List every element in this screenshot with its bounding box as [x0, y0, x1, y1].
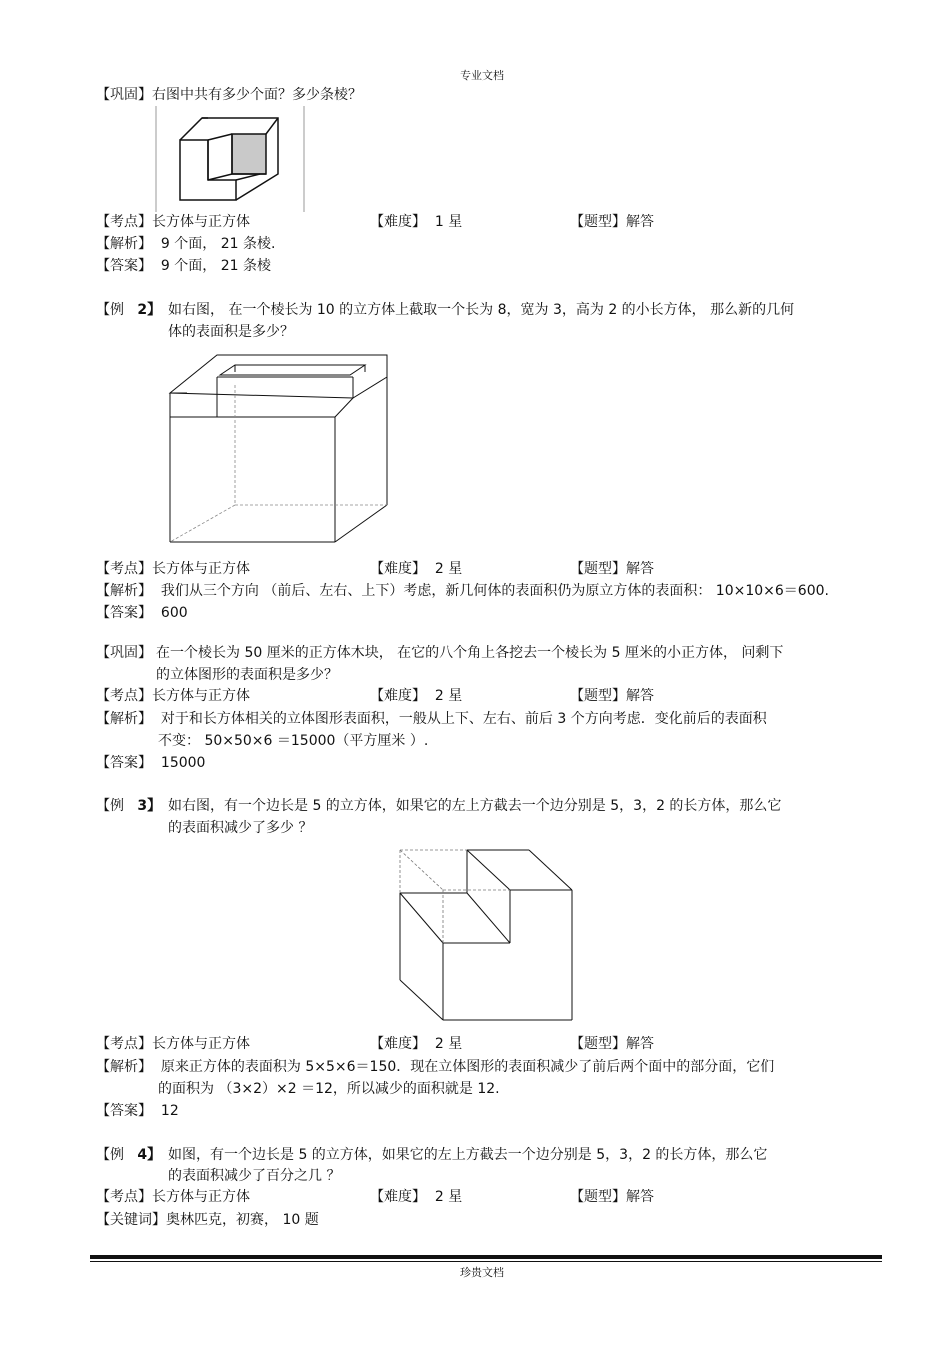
q3-jiexi-line1: 对于和长方体相关的立体图形表面积，一般从上下、左右、前后 3 个方向考虑．变化前后的表面积 [160, 711, 767, 727]
q1-tixing-row [570, 213, 654, 231]
tixing-label: 【题型】 [570, 688, 626, 704]
footer-rule-thick [90, 1255, 882, 1259]
ex2-line2: 体的表面积是多少？ [168, 324, 294, 340]
q3-nandu-row [370, 687, 462, 705]
q1-nandu: 1 星 [434, 214, 463, 230]
tixing-label: 【题型】 [570, 214, 626, 230]
daan-label: 【答案】 [96, 1103, 152, 1119]
ex4-line1: 如图，有一个边长是 5 的立方体，如果它的左上方截去一个边分别是 5，3，2 的长方体，那么它 [168, 1147, 768, 1163]
q3-jiexi-row [96, 710, 767, 728]
ex3-hidden-edges [400, 850, 510, 943]
jiexi-label: 【解析】 [96, 236, 152, 252]
daan-label: 【答案】 [96, 605, 152, 621]
ex2-kaodian: 长方体与正方体 [152, 561, 250, 577]
q3-tag: 【巩固】 [96, 645, 152, 661]
ex3-tixing-row [570, 1035, 654, 1053]
ex3-number: 3】 [137, 798, 162, 814]
ex3-line2: 的表面积减少了多少 ？ [168, 820, 313, 836]
q3-daan-row [96, 754, 205, 772]
ex4-tixing-row [570, 1188, 654, 1206]
kaodian-label: 【考点】 [96, 214, 152, 230]
ex3-jiexi-line2: 的面积为 （3×2）×2 ＝12，所以减少的面积就是 12. [158, 1081, 500, 1097]
q1-jiexi: 9 个面， 21 条棱. [160, 236, 276, 252]
q1-question [96, 86, 362, 104]
ex2-number: 2】 [137, 302, 162, 318]
ex3-kaodian-row [96, 1035, 250, 1053]
q1-tag: 【巩固】 [96, 87, 152, 103]
nandu-label: 【难度】 [370, 214, 426, 230]
ex3-jiexi-row [96, 1058, 774, 1076]
ex3-daan: 12 [160, 1103, 179, 1119]
ex4-tag-text: 【例 [96, 1147, 124, 1163]
q3-tixing-row [570, 687, 654, 705]
q1-kaodian-row [96, 213, 250, 231]
q3-jiexi-line2: 不变： 50×50×6 ＝15000（平方厘米 ）. [158, 733, 429, 749]
ex3-daan-row [96, 1102, 179, 1120]
kaodian-label: 【考点】 [96, 1036, 152, 1052]
ex2-tag-text: 【例 [96, 302, 124, 318]
q1-solid [180, 118, 278, 200]
ex2-tag [96, 301, 161, 319]
q1-jiexi-row [96, 235, 275, 253]
q3-line1: 在一个棱长为 50 厘米的正方体木块， 在它的八个角上各挖去一个棱长为 5 厘米的小正方体， 问剩下 [156, 645, 784, 661]
ex2-nandu-row [370, 560, 462, 578]
q3-nandu: 2 星 [434, 688, 463, 704]
guanjianci-label: 【关键词】 [96, 1212, 166, 1228]
q1-tixing: 解答 [626, 214, 654, 230]
ex3-jiexi-line1: 原来正方体的表面积为 5×5×6＝150．现在立体图形的表面积减少了前后两个面中的部分面，它们 [160, 1059, 775, 1075]
ex4-tixing: 解答 [626, 1189, 654, 1205]
jiexi-label: 【解析】 [96, 583, 152, 599]
kaodian-label: 【考点】 [96, 561, 152, 577]
ex3-tag [96, 797, 161, 815]
ex3-tag-text: 【例 [96, 798, 124, 814]
daan-label: 【答案】 [96, 258, 152, 274]
ex2-line1: 如右图， 在一个棱长为 10 的立方体上截取一个长为 8，宽为 3，高为 2 的小长方体， 那么新的几何 [168, 302, 795, 318]
ex2-tixing: 解答 [626, 561, 654, 577]
ex4-nandu: 2 星 [434, 1189, 463, 1205]
kaodian-label: 【考点】 [96, 688, 152, 704]
ex4-kaodian: 长方体与正方体 [152, 1189, 250, 1205]
ex2-kaodian-row [96, 560, 250, 578]
nandu-label: 【难度】 [370, 561, 426, 577]
nandu-label: 【难度】 [370, 1189, 426, 1205]
ex4-tag [96, 1146, 161, 1164]
page-header: 专业文档 [460, 69, 504, 82]
q1-kaodian: 长方体与正方体 [152, 214, 250, 230]
nandu-label: 【难度】 [370, 688, 426, 704]
ex3-nandu: 2 星 [434, 1036, 463, 1052]
ex4-line2: 的表面积减少了百分之几 ？ [168, 1168, 341, 1184]
q1-daan-row [96, 257, 271, 275]
q3-kaodian: 长方体与正方体 [152, 688, 250, 704]
ex2-daan: 600 [160, 605, 188, 621]
ex2-hidden-edges [170, 385, 387, 542]
q3-daan: 15000 [160, 755, 206, 771]
daan-label: 【答案】 [96, 755, 152, 771]
ex3-kaodian: 长方体与正方体 [152, 1036, 250, 1052]
q1-text: 右图中共有多少个面？多少条棱？ [152, 87, 362, 103]
kaodian-label: 【考点】 [96, 1189, 152, 1205]
ex3-line1: 如右图，有一个边长是 5 的立方体，如果它的左上方截去一个边分别是 5，3，2 的长方体，那么它 [168, 798, 782, 814]
ex2-jiexi: 我们从三个方向 （前后、左右、上下）考虑，新几何体的表面积仍为原立方体的表面积： 10×10×6＝600. [160, 583, 829, 599]
nandu-label: 【难度】 [370, 1036, 426, 1052]
q1-nandu-row [370, 213, 462, 231]
q3-tixing: 解答 [626, 688, 654, 704]
q1-figure [150, 104, 310, 216]
ex4-nandu-row [370, 1188, 462, 1206]
ex2-daan-row [96, 604, 188, 622]
ex3-figure [395, 845, 580, 1025]
q1-daan: 9 个面， 21 条棱 [160, 258, 271, 274]
jiexi-label: 【解析】 [96, 1059, 152, 1075]
ex3-tixing: 解答 [626, 1036, 654, 1052]
ex2-nandu: 2 星 [434, 561, 463, 577]
ex4-kaodian-row [96, 1188, 250, 1206]
jiexi-label: 【解析】 [96, 711, 152, 727]
tixing-label: 【题型】 [570, 561, 626, 577]
tixing-label: 【题型】 [570, 1036, 626, 1052]
ex4-keywords: 奥林匹克，初赛， 10 题 [166, 1212, 319, 1228]
ex2-jiexi-row [96, 582, 829, 600]
q3-line2: 的立体图形的表面积是多少？ [156, 667, 338, 683]
ex4-number: 4】 [137, 1147, 162, 1163]
footer-rule-thin [90, 1261, 882, 1262]
q3-kaodian-row [96, 687, 250, 705]
ex2-figure [165, 350, 395, 550]
ex3-nandu-row [370, 1035, 462, 1053]
page-footer: 珍贵文档 [460, 1266, 504, 1279]
tixing-label: 【题型】 [570, 1189, 626, 1205]
ex4-keywords-row [96, 1211, 319, 1229]
ex2-tixing-row [570, 560, 654, 578]
q1-inner-face [232, 134, 266, 174]
